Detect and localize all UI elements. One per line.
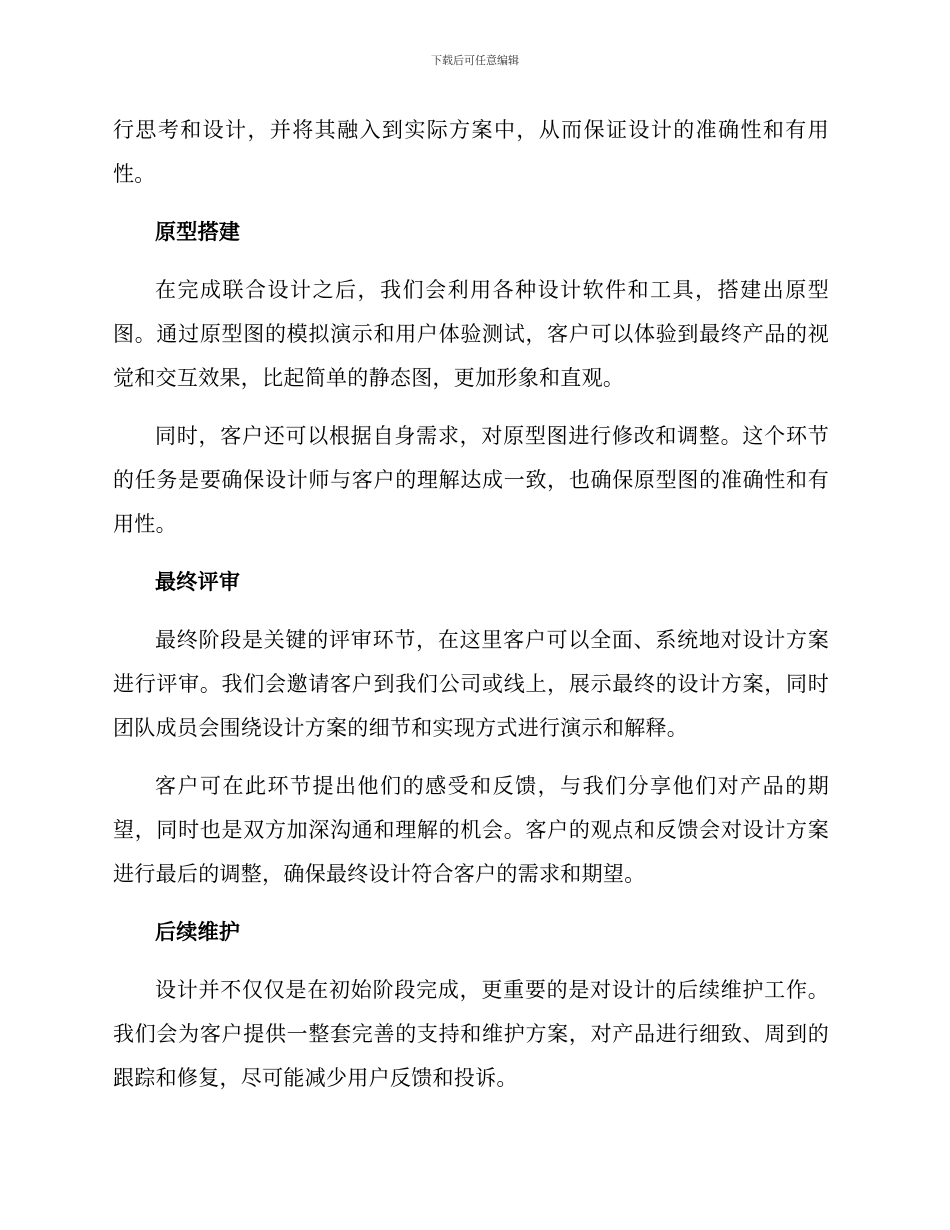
paragraph-maintenance: 设计并不仅仅是在初始阶段完成，更重要的是对设计的后续维护工作。我们会为客户提供一整套完善的支持和维护方案，对产品进行细致、周到的跟踪和修复，尽可能减少用户反馈和投诉。 [113,978,829,1090]
paragraph-continuation: 行思考和设计，并将其融入到实际方案中，从而保证设计的准确性和有用性。 [113,118,829,186]
paragraph-prototype-1: 在完成联合设计之后，我们会利用各种设计软件和工具，搭建出原型图。通过原型图的模拟演示和用户体验测试，客户可以体验到最终产品的视觉和交互效果，比起简单的静态图，更加形象和直观。 [113,278,829,390]
paragraph-final-review-2: 客户可在此环节提出他们的感受和反馈，与我们分享他们对产品的期望，同时也是双方加深沟通和理解的机会。客户的观点和反馈会对设计方案进行最后的调整，确保最终设计符合客户的需求和期望。 [113,774,829,886]
section-heading-final-review: 最终评审 [155,570,241,594]
paragraph-prototype-2: 同时，客户还可以根据自身需求，对原型图进行修改和调整。这个环节的任务是要确保设计师与客户的理解达成一致，也确保原型图的准确性和有用性。 [113,424,829,536]
paragraph-final-review-1: 最终阶段是关键的评审环节，在这里客户可以全面、系统地对设计方案进行评审。我们会邀请客户到我们公司或线上，展示最终的设计方案，同时团队成员会围绕设计方案的细节和实现方式进行演示和解释。 [113,628,829,740]
document-body [113,108,829,1100]
section-heading-prototype: 原型搭建 [155,220,241,244]
section-heading-maintenance: 后续维护 [155,920,241,944]
page-header: 下载后可任意编辑 [431,54,519,67]
